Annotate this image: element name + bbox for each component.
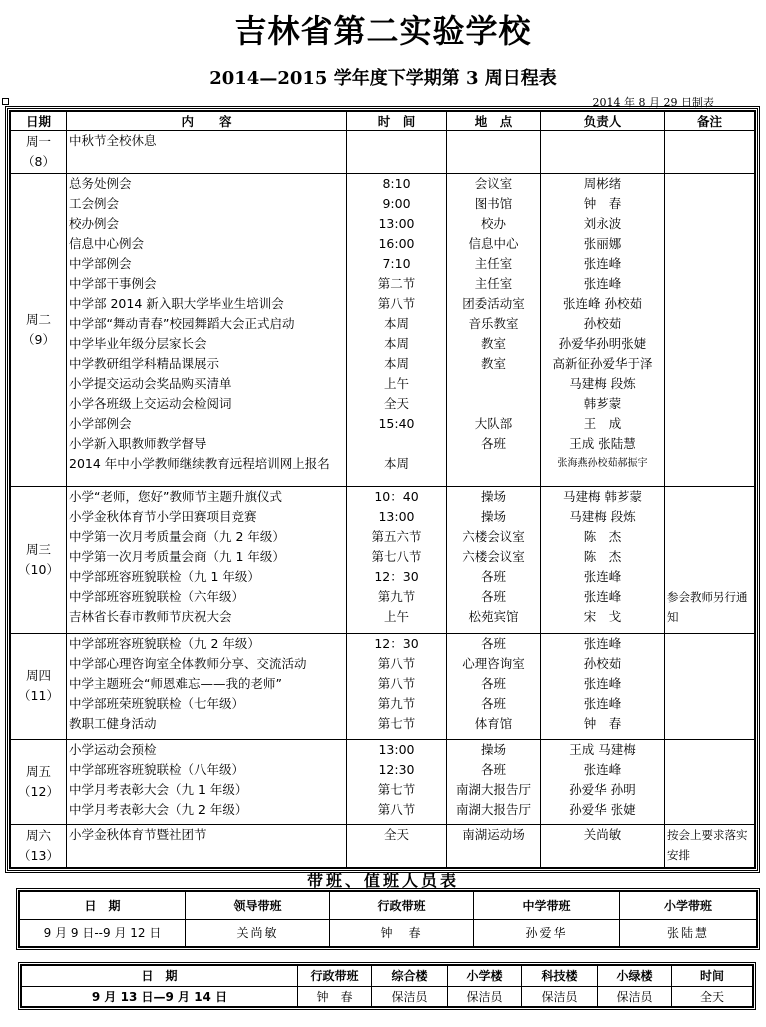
event-time: 13:00 (378, 741, 415, 757)
event-content: 中学部班荣班貌联检（七年级） (69, 696, 245, 712)
day-cell (11, 487, 67, 634)
weekend-building-4-staff: 保洁员 (598, 986, 672, 1007)
day-name: 周一 (25, 134, 51, 150)
event-person: 孙爱华孙明张婕 (558, 336, 647, 352)
event-time: 第八节 (377, 801, 416, 817)
weekend-time: 全天 (672, 986, 753, 1007)
event-time: 9:00 (382, 196, 411, 212)
event-person: 张海燕孙校茹郝振宇 (557, 458, 648, 470)
event-place: 团委活动室 (462, 296, 525, 312)
event-place: 各班 (480, 569, 506, 585)
event-person-column (541, 487, 665, 634)
weekend-header-building-4: 小绿楼 (598, 966, 672, 987)
event-time-column (347, 174, 447, 487)
event-content: 小学“老师，您好”教师节主题升旗仪式 (69, 489, 282, 505)
event-place: 教室 (480, 336, 506, 352)
event-content: 中学部班容班貌联检（八年级） (69, 761, 245, 777)
event-time (349, 434, 444, 454)
event-place: 各班 (480, 636, 506, 652)
day-row (11, 131, 755, 174)
weekend-building-1-staff: 保洁员 (372, 986, 448, 1007)
event-time: 上午 (383, 609, 409, 625)
event-note: 按会上要求落实安排 (667, 827, 748, 862)
weekend-table (21, 965, 753, 1007)
event-content-column (67, 174, 347, 487)
event-time: 10：40 (374, 489, 419, 505)
made-date: 2014 年 8 月 29 日制表 (592, 96, 714, 109)
event-person: 高新征孙爱华于泽 (552, 356, 653, 372)
event-content: 中学部干事例会 (69, 276, 157, 292)
duty-table-frame (16, 888, 760, 950)
event-content: 中学部班容班貌联检（六年级） (69, 589, 245, 605)
event-content: 教职工健身活动 (69, 716, 157, 732)
day-date: （9） (22, 332, 55, 348)
event-note-column (665, 487, 755, 634)
event-place (449, 394, 538, 414)
event-time: 16:00 (378, 236, 415, 252)
event-time: 第九节 (377, 696, 416, 712)
event-time: 第七节 (377, 716, 416, 732)
event-time: 本周 (383, 336, 409, 352)
event-content: 小学各班级上交运动会检阅词 (69, 396, 232, 412)
event-time: 本周 (383, 356, 409, 372)
event-content: 2014 年中小学教师继续教育远程培训网上报名 (69, 456, 330, 472)
event-person: 王成 张陆慧 (569, 436, 636, 452)
day-name: 周二 (25, 312, 51, 328)
event-note-column (665, 824, 755, 868)
event-place (449, 454, 538, 474)
event-person: 王 成 (583, 416, 622, 432)
event-content: 中学部班容班貌联检（九 2 年级） (69, 636, 260, 652)
weekend-building-3-staff: 保洁员 (522, 986, 598, 1007)
event-place: 各班 (480, 696, 506, 712)
event-note-column (665, 739, 755, 824)
duty-middle-signature: 孙爱华 (474, 919, 620, 947)
event-content: 中学第一次月考质量会商（九 1 年级） (69, 549, 285, 565)
duty-date: 9 月 9 日--9 月 12 日 (20, 919, 186, 947)
event-person-column (541, 174, 665, 487)
event-person-column (541, 131, 665, 174)
weekend-header-row (22, 966, 753, 987)
day-cell (11, 824, 67, 868)
event-place: 南湖运动场 (462, 826, 525, 842)
event-place: 各班 (480, 676, 506, 692)
event-person-column (541, 739, 665, 824)
event-content: 吉林省长春市教师节庆祝大会 (69, 609, 232, 625)
day-row (11, 487, 755, 634)
event-place: 六楼会议室 (462, 529, 525, 545)
event-note-column (665, 174, 755, 487)
event-note-column (665, 131, 755, 174)
event-time: 第二节 (377, 276, 416, 292)
event-place-column (447, 174, 541, 487)
event-person: 陈 杰 (583, 549, 622, 565)
day-date: （13） (18, 847, 59, 863)
event-time: 第八节 (377, 676, 416, 692)
col-header-time: 时 间 (347, 112, 447, 131)
event-time-column (347, 739, 447, 824)
event-place: 体育馆 (474, 716, 513, 732)
event-time: 13:00 (378, 509, 415, 525)
day-name: 周三 (25, 542, 51, 558)
event-content-column (67, 824, 347, 868)
schedule-table (10, 111, 755, 868)
event-content-column (67, 487, 347, 634)
event-time (349, 131, 444, 151)
event-time: 第九节 (377, 589, 416, 605)
event-place: 主任室 (474, 256, 513, 272)
event-person: 张连峰 (583, 761, 622, 777)
col-header-place: 地 点 (447, 112, 541, 131)
weekend-building-2-staff: 保洁员 (448, 986, 522, 1007)
schedule-table-frame (7, 108, 758, 871)
duty-table-title: 带班、值班人员表 (306, 871, 459, 890)
duty-header-date: 日 期 (20, 892, 186, 920)
event-content: 中学教研组学科精品课展示 (69, 356, 220, 372)
event-content-column (67, 131, 347, 174)
duty-table (19, 891, 757, 947)
event-person-column (541, 634, 665, 740)
event-place: 各班 (480, 761, 506, 777)
event-place: 音乐教室 (468, 316, 519, 332)
event-place-column (447, 739, 541, 824)
weekend-header-date: 日 期 (22, 966, 298, 987)
event-content: 中学月考表彰大会（九 1 年级） (69, 781, 248, 797)
event-content: 中学毕业年级分层家长会 (69, 336, 207, 352)
duty-header-row (20, 892, 757, 920)
event-person: 韩芗蒙 (583, 396, 622, 412)
duty-leader-signature: 关尚敏 (186, 919, 330, 947)
event-person (543, 131, 662, 151)
event-place: 大队部 (474, 416, 513, 432)
schedule-subtitle: 2014—2015 学年度下学期第 3 周日程表 (209, 68, 557, 89)
event-person: 张连峰 (583, 676, 622, 692)
day-cell (11, 131, 67, 174)
weekend-header-building-3: 科技楼 (522, 966, 598, 987)
event-time: 12：30 (374, 569, 419, 585)
weekend-header-time: 时间 (672, 966, 753, 987)
col-header-person: 负责人 (541, 112, 665, 131)
day-cell (11, 634, 67, 740)
schedule-body (11, 131, 755, 868)
duty-admin-signature: 钟 春 (330, 919, 474, 947)
event-time-column (347, 634, 447, 740)
event-time: 15:40 (378, 416, 415, 432)
event-place: 校办 (480, 216, 506, 232)
event-content: 小学部例会 (69, 416, 132, 432)
event-time: 8:10 (382, 176, 411, 192)
event-place: 南湖大报告厅 (455, 781, 531, 797)
day-name: 周五 (25, 763, 51, 779)
col-header-content: 内 容 (67, 112, 347, 131)
event-content: 中学部例会 (69, 256, 132, 272)
event-content: 小学提交运动会奖品购买清单 (69, 376, 232, 392)
schedule-header-row (11, 112, 755, 131)
event-time: 第八节 (377, 296, 416, 312)
event-place: 会议室 (474, 176, 513, 192)
event-content: 中学部 2014 新入职大学毕业生培训会 (69, 296, 284, 312)
event-content: 校办例会 (69, 216, 120, 232)
day-row (11, 634, 755, 740)
event-person: 宋 戈 (583, 609, 622, 625)
event-time: 第七八节 (371, 549, 422, 565)
event-time: 本周 (383, 456, 409, 472)
event-person: 张连峰 (583, 696, 622, 712)
event-person: 张连峰 孙校茹 (563, 296, 642, 312)
event-content: 中学部“舞动青春”校园舞蹈大会正式启动 (69, 316, 295, 332)
duty-header-primary: 小学带班 (620, 892, 757, 920)
event-content: 中学月考表彰大会（九 2 年级） (69, 801, 248, 817)
event-place-column (447, 824, 541, 868)
event-person: 马建梅 段炼 (569, 376, 636, 392)
event-time: 13:00 (378, 216, 415, 232)
event-time: 第七节 (377, 781, 416, 797)
event-time: 第五六节 (371, 529, 422, 545)
day-cell (11, 174, 67, 487)
event-time-column (347, 131, 447, 174)
event-content: 中学主题班会“师恩难忘——我的老师” (69, 676, 282, 692)
event-content: 小学运动会预检 (69, 741, 157, 757)
event-time: 本周 (383, 316, 409, 332)
event-content: 小学金秋体育节小学田赛项目竞赛 (69, 509, 257, 525)
event-place-column (447, 131, 541, 174)
day-row (11, 824, 755, 868)
weekend-admin: 钟 春 (298, 986, 372, 1007)
event-person: 周彬绪 (583, 176, 622, 192)
event-place: 信息中心 (468, 236, 519, 252)
event-person: 张连峰 (583, 276, 622, 292)
day-name: 周六 (25, 827, 51, 843)
event-place: 操场 (480, 741, 506, 757)
event-content: 中学部心理咨询室全体教师分享、交流活动 (69, 656, 307, 672)
event-time: 上午 (383, 376, 409, 392)
duty-header-admin: 行政带班 (330, 892, 474, 920)
day-date: （10） (18, 562, 59, 578)
event-place: 主任室 (474, 276, 513, 292)
event-person: 关尚敏 (583, 826, 622, 842)
event-person: 张连峰 (583, 569, 622, 585)
day-row (11, 174, 755, 487)
weekend-table-frame (18, 962, 756, 1010)
event-time-column (347, 487, 447, 634)
weekend-row (22, 986, 753, 1007)
table-anchor-mark (2, 98, 9, 105)
day-row (11, 739, 755, 824)
event-content: 总务处例会 (69, 176, 132, 192)
duty-row (20, 919, 757, 947)
event-place: 图书馆 (474, 196, 513, 212)
event-place (449, 131, 538, 151)
event-place-column (447, 634, 541, 740)
day-name: 周四 (25, 668, 51, 684)
event-time: 第八节 (377, 656, 416, 672)
event-person: 刘永波 (583, 216, 622, 232)
event-person: 孙校茹 (583, 656, 622, 672)
event-person: 马建梅 韩芗蒙 (563, 489, 642, 505)
event-content: 信息中心例会 (69, 236, 145, 252)
event-person: 陈 杰 (583, 529, 622, 545)
day-date: （12） (18, 783, 59, 799)
col-header-note: 备注 (665, 112, 755, 131)
event-note-column (665, 634, 755, 740)
event-time: 全天 (383, 826, 409, 842)
weekend-date: 9 月 13 日—9 月 14 日 (22, 986, 298, 1007)
weekend-header-building-2: 小学楼 (448, 966, 522, 987)
event-content: 中学部班容班貌联检（九 1 年级） (69, 569, 260, 585)
event-content: 小学金秋体育节暨社团节 (69, 826, 207, 842)
weekend-header-admin: 行政带班 (298, 966, 372, 987)
event-content: 小学新入职教师教学督导 (69, 436, 207, 452)
event-time-column (347, 824, 447, 868)
day-cell (11, 739, 67, 824)
event-person: 张连峰 (583, 256, 622, 272)
event-content: 中秋节全校休息 (69, 133, 157, 148)
event-place: 心理咨询室 (462, 656, 525, 672)
col-header-date: 日期 (11, 112, 67, 131)
event-place: 六楼会议室 (462, 549, 525, 565)
event-content: 工会例会 (69, 196, 120, 212)
day-date: （11） (18, 688, 59, 704)
event-content-column (67, 634, 347, 740)
event-person: 孙校茹 (583, 316, 622, 332)
event-place-column (447, 487, 541, 634)
event-content: 中学第一次月考质量会商（九 2 年级） (69, 529, 285, 545)
event-person: 钟 春 (583, 196, 622, 212)
duty-header-leader: 领导带班 (186, 892, 330, 920)
event-person: 张连峰 (583, 589, 622, 605)
event-person-column (541, 824, 665, 868)
event-time: 全天 (383, 396, 409, 412)
event-place: 操场 (480, 509, 506, 525)
event-person: 孙爱华 张婕 (569, 801, 636, 817)
event-person: 马建梅 段炼 (569, 509, 636, 525)
event-place (449, 374, 538, 394)
weekend-header-building-1: 综合楼 (372, 966, 448, 987)
day-date: （8） (22, 154, 55, 170)
event-person: 孙爱华 孙明 (569, 781, 636, 797)
event-place: 南湖大报告厅 (455, 801, 531, 817)
duty-header-middle: 中学带班 (474, 892, 620, 920)
event-person: 张连峰 (583, 636, 622, 652)
event-person: 张丽娜 (583, 236, 622, 252)
event-time: 12：30 (374, 636, 419, 652)
event-place: 各班 (480, 436, 506, 452)
event-person: 钟 春 (583, 716, 622, 732)
event-place: 各班 (480, 589, 506, 605)
event-place: 松苑宾馆 (468, 609, 519, 625)
event-place: 操场 (480, 489, 506, 505)
event-place: 教室 (480, 356, 506, 372)
school-title: 吉林省第二实验学校 (234, 12, 532, 50)
duty-primary-signature: 张陆慧 (620, 919, 757, 947)
event-note: 参会教师另行通知 (667, 590, 748, 625)
event-person: 王成 马建梅 (569, 741, 636, 757)
event-time: 12:30 (378, 761, 415, 777)
event-content-column (67, 739, 347, 824)
event-time: 7:10 (382, 256, 411, 272)
